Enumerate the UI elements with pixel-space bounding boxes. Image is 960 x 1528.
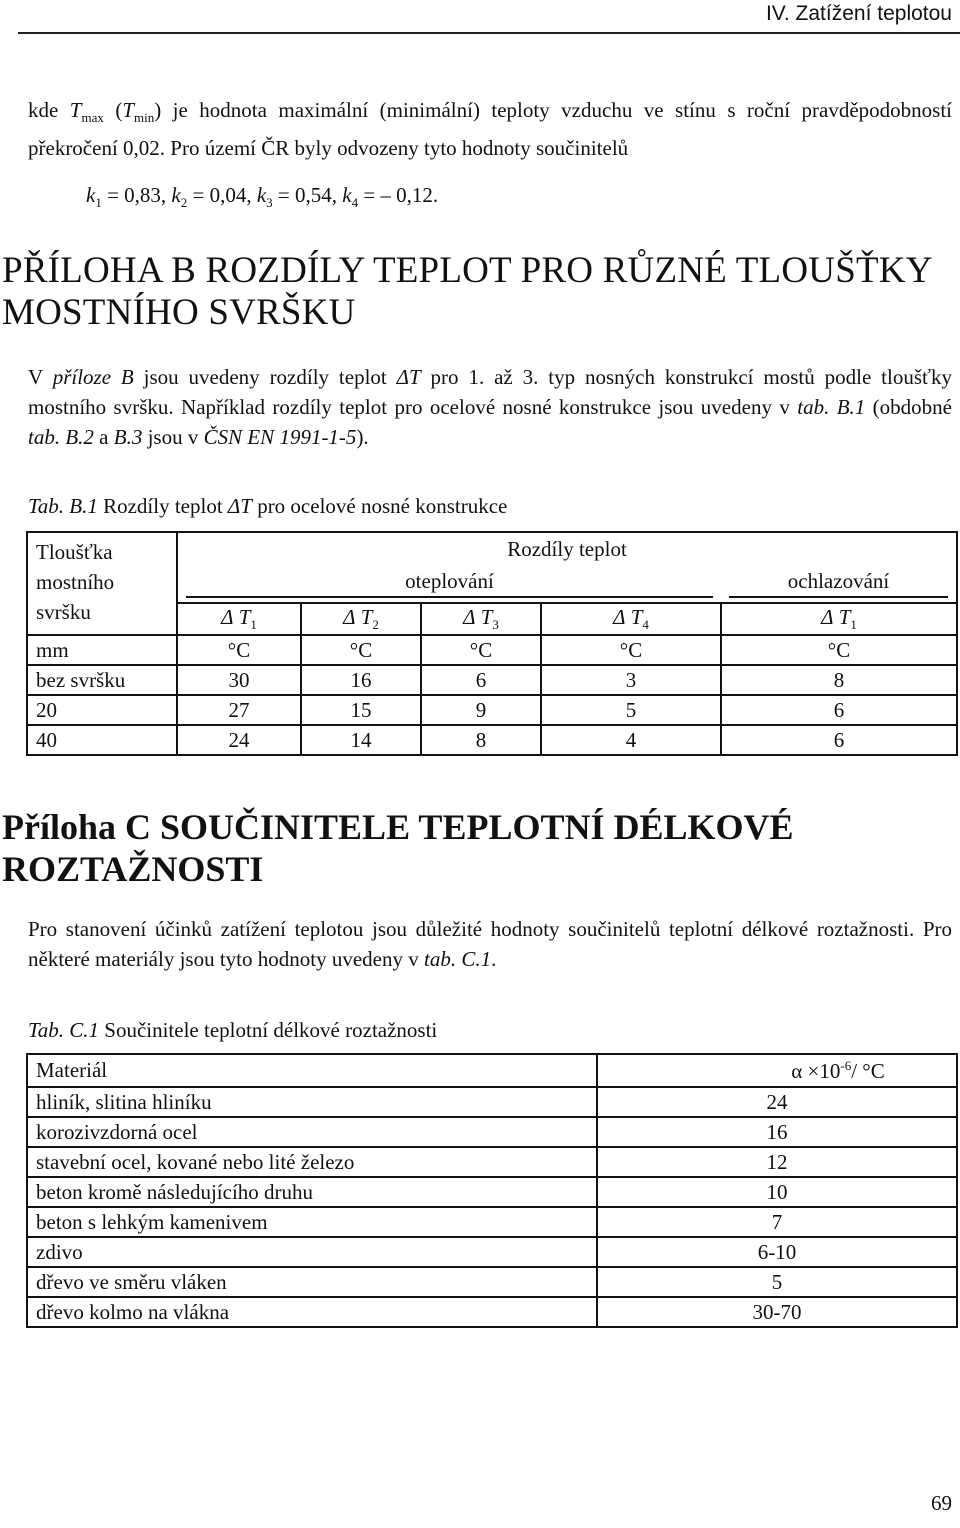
text: jsou v <box>142 425 204 449</box>
table-row <box>27 1147 957 1177</box>
t: T <box>360 604 373 629</box>
coef-value: = 0,54, <box>272 183 343 207</box>
text: Pro stanovení účinků zatížení teplotou jsou důležité hodnoty součinitelů teplotní délkové roztažnosti. Pro některé materiály jsou tyto hodnoty uvedeny v <box>28 917 952 971</box>
table-cell: 14 <box>301 725 421 755</box>
table-cell: 15 <box>301 695 421 725</box>
material-cell: dřevo ve směru vláken <box>27 1267 597 1297</box>
table-b1 <box>26 531 958 756</box>
coef-k: k <box>342 183 352 207</box>
table-row <box>27 1267 957 1297</box>
cooling-label: ochlazování <box>729 569 948 598</box>
delta: Δ <box>821 604 834 629</box>
unit-cell: °C <box>541 635 721 665</box>
text: pro 1. až 3. typ nosných konstrukcí mostů podle tloušťky mostního svršku. Například rozdíly teplot pro ocelové nosné konstrukce jsou uvedeny v <box>28 365 952 419</box>
table-cell: 6 <box>421 665 541 695</box>
subheader-heating <box>177 565 721 603</box>
material-cell: beton s lehkým kamenivem <box>27 1207 597 1237</box>
header-rule <box>18 32 960 34</box>
table-cell: 6 <box>721 695 957 725</box>
table-cell: 27 <box>177 695 301 725</box>
t: T <box>630 604 643 629</box>
caption-text: pro ocelové nosné konstrukce <box>251 494 508 518</box>
alpha-label: α ×10 <box>791 1058 841 1083</box>
unit-cell: mm <box>27 635 177 665</box>
table-cell: 5 <box>541 695 721 725</box>
table-row <box>27 1177 957 1207</box>
alpha-exponent: -6 <box>840 1057 852 1073</box>
intro-text-a: kde <box>28 98 59 122</box>
section-c-paragraph <box>28 914 952 974</box>
coef-k: k <box>256 183 267 207</box>
value-cell: 10 <box>597 1177 957 1207</box>
caption-text: Součinitele teplotní délkové roztažnosti <box>99 1018 438 1042</box>
heating-label: oteplování <box>186 569 713 598</box>
unit-cell: °C <box>421 635 541 665</box>
unit-cell: °C <box>301 635 421 665</box>
delta-t1-cool-header <box>721 603 957 635</box>
col-header-thickness: Tloušťka mostního svršku <box>27 532 177 635</box>
delta-t: ΔT <box>396 365 421 389</box>
delta-t3-header <box>421 603 541 635</box>
table-cell: 3 <box>541 665 721 695</box>
table-cell: 8 <box>721 665 957 695</box>
ref-appendix-b: příloze B <box>52 365 134 389</box>
text: . <box>491 947 497 971</box>
delta-t2-header <box>301 603 421 635</box>
table-c1 <box>26 1053 958 1328</box>
var-t: T <box>69 98 82 122</box>
t: T <box>480 604 493 629</box>
table-row <box>27 695 957 725</box>
coef-k: k <box>171 183 181 207</box>
table-row <box>27 1237 957 1267</box>
t: T <box>838 604 851 629</box>
material-cell: beton kromě následujícího druhu <box>27 1177 597 1207</box>
delta: Δ <box>343 604 356 629</box>
value-cell: 7 <box>597 1207 957 1237</box>
sub: 1 <box>850 617 857 633</box>
section-c-heading: Příloha C SOUČINITELE TEPLOTNÍ DÉLKOVÉ ROZTAŽNOSTI <box>2 807 794 889</box>
intro-paragraph <box>28 95 952 163</box>
sub: 2 <box>372 617 379 633</box>
material-cell: dřevo kolmo na vlákna <box>27 1297 597 1327</box>
table-row <box>27 725 957 755</box>
sub-max: max <box>81 110 104 126</box>
unit-row <box>27 635 957 665</box>
coef-k: k <box>86 183 96 207</box>
unit-cell: °C <box>721 635 957 665</box>
coef-value: = – 0,12. <box>358 183 439 207</box>
table-row <box>27 1117 957 1147</box>
col-header-alpha <box>597 1054 957 1087</box>
material-cell: zdivo <box>27 1237 597 1267</box>
ref-tab-c1: tab. C.1 <box>424 947 492 971</box>
value-cell: 5 <box>597 1267 957 1297</box>
value-cell: 16 <box>597 1117 957 1147</box>
var-t: T <box>122 98 134 122</box>
material-cell: hliník, slitina hliníku <box>27 1087 597 1117</box>
value-cell: 24 <box>597 1087 957 1117</box>
delta-t4-header <box>541 603 721 635</box>
coef-sub: 4 <box>351 195 359 211</box>
material-cell: stavební ocel, kované nebo lité železo <box>27 1147 597 1177</box>
text: ). <box>356 425 369 449</box>
subheader-cooling <box>721 565 957 603</box>
table-cell: 6 <box>721 725 957 755</box>
table-cell: 8 <box>421 725 541 755</box>
running-header: IV. Zatížení teplotou <box>765 2 952 25</box>
text: (obdobné <box>865 395 952 419</box>
ref-standard: ČSN EN 1991-1-5 <box>203 425 357 449</box>
table-cell: 24 <box>177 725 301 755</box>
table-cell: bez svršku <box>27 665 177 695</box>
table-cell: 9 <box>421 695 541 725</box>
paren: ( <box>115 98 123 122</box>
coef-value: = 0,04, <box>187 183 257 207</box>
unit-cell: °C <box>177 635 301 665</box>
table-cell: 30 <box>177 665 301 695</box>
group-header: Rozdíly teplot <box>177 532 957 565</box>
intro-text-b: ) je hodnota maximální (minimální) teploty vzduchu ve stínu s roční pravděpodobností překročení 0,02. Pro území ČR byly odvozeny tyto hodnoty součinitelů <box>28 98 953 161</box>
t: T <box>238 604 251 629</box>
coef-value: = 0,83, <box>101 183 172 207</box>
table-row <box>27 1087 957 1117</box>
col-header-material: Materiál <box>27 1054 597 1087</box>
text: jsou uvedeny rozdíly teplot <box>133 365 397 389</box>
table-cell: 20 <box>27 695 177 725</box>
coef-sub: 1 <box>95 195 102 211</box>
value-cell: 12 <box>597 1147 957 1177</box>
material-cell: korozivzdorná ocel <box>27 1117 597 1147</box>
table-cell: 16 <box>301 665 421 695</box>
delta: Δ <box>613 604 626 629</box>
value-cell: 30-70 <box>597 1297 957 1327</box>
value-cell: 6-10 <box>597 1237 957 1267</box>
section-b-heading: PŘÍLOHA B ROZDÍLY TEPLOT PRO RŮZNÉ TLOUŠŤKY MOSTNÍHO SVRŠKU <box>2 250 932 333</box>
table-b1-caption <box>28 494 507 519</box>
caption-text: Rozdíly teplot <box>97 494 228 518</box>
sub: 3 <box>492 617 499 633</box>
caption-delta: ΔT <box>227 494 252 518</box>
delta: Δ <box>463 604 476 629</box>
caption-label: Tab. B.1 <box>28 494 98 518</box>
caption-label: Tab. C.1 <box>28 1018 100 1042</box>
sub: 4 <box>642 617 649 633</box>
ref-tab-b1: tab. B.1 <box>797 395 866 419</box>
text: a <box>93 425 114 449</box>
coef-sub: 3 <box>266 195 273 211</box>
ref-tab-b2: tab. B.2 <box>28 425 94 449</box>
alpha-unit: / °C <box>851 1058 885 1083</box>
sub-min: min <box>134 110 155 126</box>
sub: 1 <box>250 617 257 633</box>
ref-tab-b3: B.3 <box>113 425 143 449</box>
table-row <box>27 665 957 695</box>
table-row <box>27 1207 957 1237</box>
coef-sub: 2 <box>180 195 188 211</box>
table-c1-caption <box>28 1018 437 1043</box>
delta: Δ <box>221 604 234 629</box>
page-number: 69 <box>931 1491 952 1515</box>
coefficients-line <box>86 180 952 218</box>
section-b-paragraph <box>28 362 952 452</box>
table-cell: 40 <box>27 725 177 755</box>
text: V <box>28 365 53 389</box>
delta-t1-header <box>177 603 301 635</box>
table-cell: 4 <box>541 725 721 755</box>
table-row <box>27 1297 957 1327</box>
